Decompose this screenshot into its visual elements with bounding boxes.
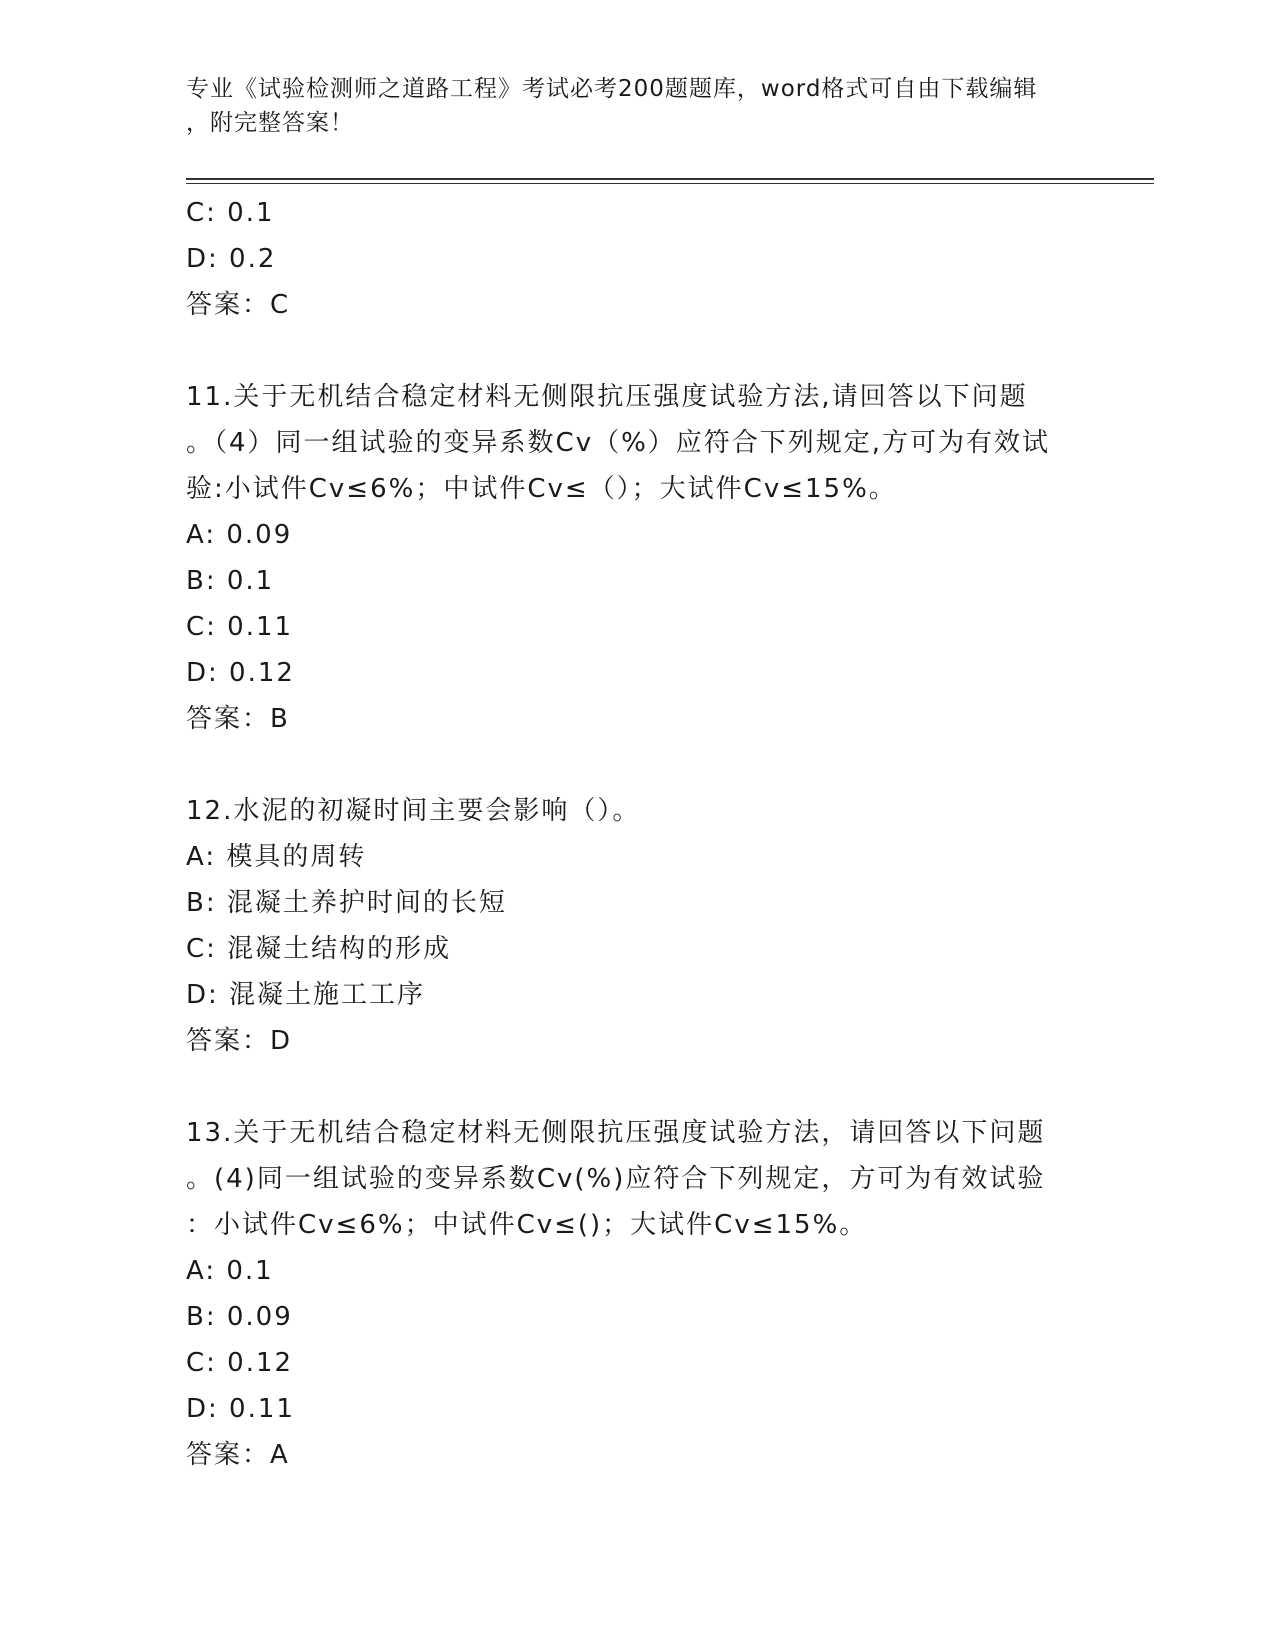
option-c: C: 混凝土结构的形成 (186, 934, 452, 964)
question-list (186, 190, 1086, 1478)
option-c: C: 0.1 (186, 198, 275, 228)
option-a: A: 0.09 (186, 520, 293, 550)
question-block-11 (186, 374, 1086, 742)
spacer (186, 742, 1086, 788)
question-text-line: ：小试件Cv≤6%；中试件Cv≤()；大试件Cv≤15%。 (186, 1210, 868, 1240)
header-title-line-2: ，附完整答案！ (186, 110, 354, 136)
answer-line: 答案：B (186, 704, 290, 734)
question-text-line: 。（4）同一组试验的变异系数Cv（%）应符合下列规定,方可为有效试 (186, 428, 1051, 458)
answer-line: 答案：C (186, 290, 291, 320)
question-text-line: 验:小试件Cv≤6%；中试件Cv≤（）；大试件Cv≤15%。 (186, 474, 897, 504)
answer-line: 答案：A (186, 1440, 290, 1470)
question-text-line: 12.水泥的初凝时间主要会影响（）。 (186, 796, 641, 826)
page-header (186, 72, 1086, 140)
option-d: D: 0.12 (186, 658, 295, 688)
option-c: C: 0.11 (186, 612, 294, 642)
question-block-13 (186, 1110, 1086, 1478)
option-a: A: 0.1 (186, 1256, 274, 1286)
option-b: B: 混凝土养护时间的长短 (186, 888, 507, 918)
question-block-12 (186, 788, 1086, 1064)
question-text-line: 11.关于无机结合稳定材料无侧限抗压强度试验方法,请回答以下问题 (186, 382, 1028, 412)
answer-line: 答案：D (186, 1026, 293, 1056)
header-title-line-1: 专业《试验检测师之道路工程》考试必考200题题库，word格式可自由下载编辑 (186, 76, 1038, 102)
question-block-prev (186, 190, 1086, 328)
question-text-line: 。(4)同一组试验的变异系数Cv(%)应符合下列规定，方可为有效试验 (186, 1164, 1046, 1194)
option-d: D: 混凝土施工工序 (186, 980, 426, 1010)
spacer (186, 1064, 1086, 1110)
header-divider (186, 178, 1154, 180)
option-d: D: 0.11 (186, 1394, 295, 1424)
option-b: B: 0.1 (186, 566, 275, 596)
option-d: D: 0.2 (186, 244, 277, 274)
option-a: A: 模具的周转 (186, 842, 367, 872)
option-c: C: 0.12 (186, 1348, 294, 1378)
question-text-line: 13.关于无机结合稳定材料无侧限抗压强度试验方法，请回答以下问题 (186, 1118, 1046, 1148)
option-b: B: 0.09 (186, 1302, 293, 1332)
spacer (186, 328, 1086, 374)
header-divider-thin (186, 183, 1154, 184)
